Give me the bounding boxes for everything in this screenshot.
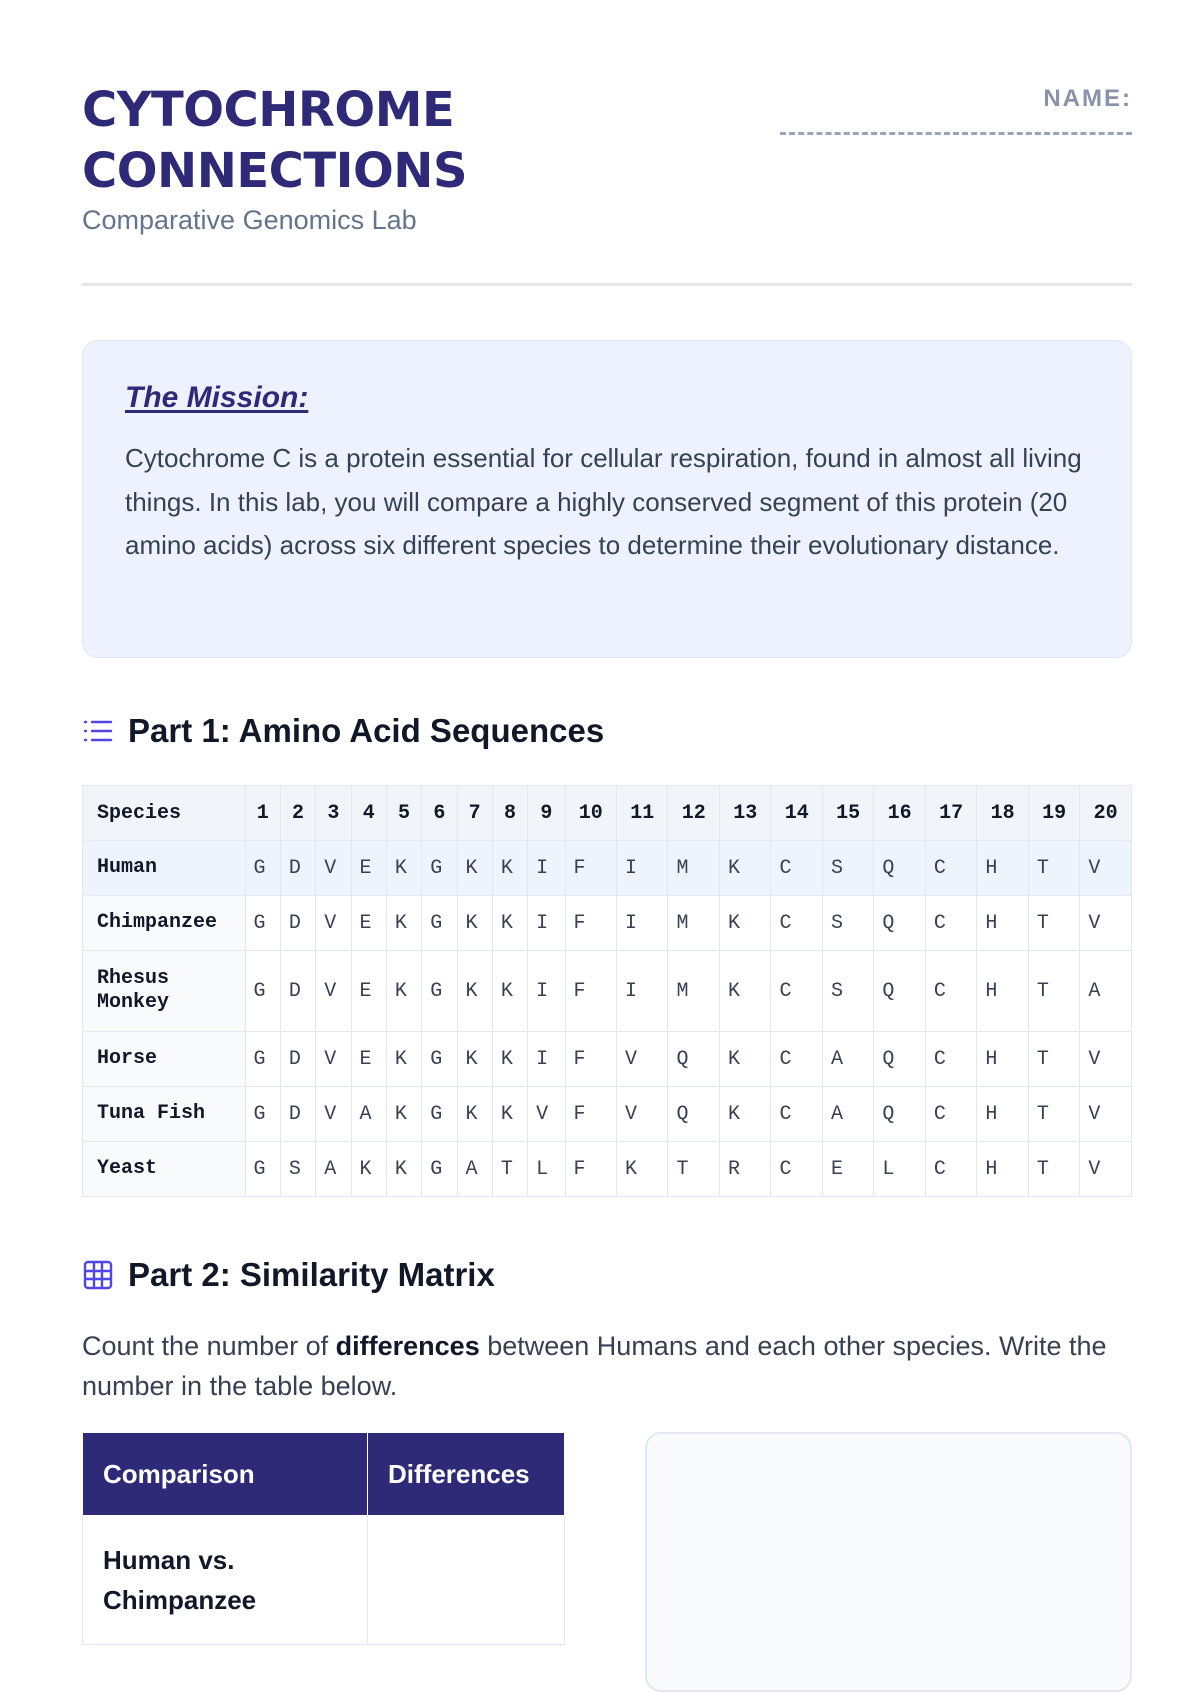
table-row	[83, 1087, 1132, 1142]
amino-acid-cell: K	[386, 951, 421, 1032]
amino-acid-cell: V	[316, 1032, 351, 1087]
table-row	[83, 1516, 565, 1645]
mission-body: Cytochrome C is a protein essential for cellular respiration, found in almost all living things. In this lab, you will compare a highly conserved segment of this protein (20 amino acids) across six different species to determine their evolutionary distance.	[125, 443, 1082, 560]
species-name: Human	[83, 841, 246, 896]
amino-acid-cell: C	[771, 1032, 822, 1087]
amino-acid-cell: Q	[874, 1032, 925, 1087]
amino-acid-cell: C	[771, 896, 822, 951]
part2-heading	[82, 1256, 495, 1294]
amino-acid-cell: C	[925, 841, 976, 896]
amino-acid-cell: K	[719, 1087, 770, 1142]
amino-acid-cell: R	[719, 1142, 770, 1197]
amino-acid-cell: K	[457, 1087, 492, 1142]
amino-acid-cell: K	[719, 841, 770, 896]
column-header-differences: Differences	[368, 1433, 565, 1516]
column-header-position: 8	[492, 786, 527, 841]
mission-box	[82, 340, 1132, 658]
table-row	[83, 841, 1132, 896]
amino-acid-cell: T	[1028, 1142, 1079, 1197]
amino-acid-cell: H	[977, 841, 1028, 896]
amino-acid-cell: T	[1028, 1087, 1079, 1142]
amino-acid-cell: C	[925, 1142, 976, 1197]
amino-acid-cell: V	[617, 1087, 668, 1142]
amino-acid-cell: C	[771, 1142, 822, 1197]
amino-acid-cell: Q	[668, 1032, 719, 1087]
amino-acid-cell: G	[245, 951, 280, 1032]
mission-heading: The Mission:	[125, 381, 309, 414]
amino-acid-cell: G	[245, 1087, 280, 1142]
amino-acid-cell: L	[528, 1142, 565, 1197]
amino-acid-cell: F	[565, 841, 616, 896]
amino-acid-cell: V	[1080, 896, 1132, 951]
amino-acid-cell: T	[492, 1142, 527, 1197]
amino-acid-cell: D	[280, 951, 315, 1032]
amino-acid-cell: F	[565, 1087, 616, 1142]
name-label: NAME:	[1043, 85, 1132, 112]
amino-acid-cell: T	[1028, 951, 1079, 1032]
amino-acid-cell: K	[386, 841, 421, 896]
amino-acid-cell: K	[386, 1142, 421, 1197]
amino-acid-cell: A	[316, 1142, 351, 1197]
amino-acid-cell: D	[280, 1032, 315, 1087]
amino-acid-cell: A	[457, 1142, 492, 1197]
amino-acid-cell: C	[925, 896, 976, 951]
amino-acid-cell: A	[351, 1087, 386, 1142]
amino-acid-cell: V	[316, 951, 351, 1032]
amino-acid-cell: G	[422, 841, 457, 896]
amino-acid-cell: G	[422, 1032, 457, 1087]
grid-icon	[82, 1259, 114, 1291]
amino-acid-cell: V	[316, 896, 351, 951]
amino-acid-cell: H	[977, 896, 1028, 951]
amino-acid-cell: E	[351, 896, 386, 951]
table-row	[83, 1142, 1132, 1197]
amino-acid-cell: M	[668, 896, 719, 951]
amino-acid-cell: G	[422, 1087, 457, 1142]
amino-acid-cell: K	[351, 1142, 386, 1197]
table-row	[83, 896, 1132, 951]
column-header-position: 3	[316, 786, 351, 841]
column-header-species: Species	[83, 786, 246, 841]
differences-table	[82, 1432, 565, 1645]
amino-acid-cell: K	[617, 1142, 668, 1197]
amino-acid-cell: I	[617, 896, 668, 951]
instructions-text-1: Count the number of	[82, 1331, 336, 1361]
amino-acid-cell: K	[386, 1087, 421, 1142]
column-header-position: 14	[771, 786, 822, 841]
amino-acid-cell: G	[422, 896, 457, 951]
column-header-position: 7	[457, 786, 492, 841]
amino-acid-cell: V	[1080, 841, 1132, 896]
amino-acid-cell: T	[668, 1142, 719, 1197]
column-header-position: 17	[925, 786, 976, 841]
amino-acid-cell: F	[565, 1032, 616, 1087]
amino-acid-cell: I	[528, 1032, 565, 1087]
amino-acid-cell: K	[457, 951, 492, 1032]
amino-acid-cell: F	[565, 1142, 616, 1197]
amino-acid-cell: K	[457, 1032, 492, 1087]
header	[82, 80, 1132, 285]
species-name: Horse	[83, 1032, 246, 1087]
amino-acid-cell: I	[528, 841, 565, 896]
column-header-position: 11	[617, 786, 668, 841]
header-divider	[82, 283, 1132, 286]
amino-acid-cell: C	[771, 841, 822, 896]
amino-acid-cell: K	[492, 1032, 527, 1087]
amino-acid-cell: H	[977, 1032, 1028, 1087]
amino-acid-cell: G	[422, 951, 457, 1032]
amino-acid-cell: V	[1080, 1142, 1132, 1197]
amino-acid-cell: K	[386, 1032, 421, 1087]
amino-acid-cell: H	[977, 1087, 1028, 1142]
column-header-position: 2	[280, 786, 315, 841]
amino-acid-cell: E	[351, 951, 386, 1032]
amino-acid-cell: G	[245, 841, 280, 896]
part2-title: Part 2: Similarity Matrix	[128, 1256, 495, 1293]
amino-acid-cell: Q	[874, 951, 925, 1032]
column-header-position: 5	[386, 786, 421, 841]
column-header-position: 16	[874, 786, 925, 841]
amino-acid-cell: G	[245, 1032, 280, 1087]
amino-acid-cell: G	[245, 896, 280, 951]
amino-acid-cell: I	[617, 951, 668, 1032]
column-header-position: 18	[977, 786, 1028, 841]
column-header-position: 19	[1028, 786, 1079, 841]
column-header-position: 13	[719, 786, 770, 841]
column-header-position: 20	[1080, 786, 1132, 841]
amino-acid-cell: V	[316, 841, 351, 896]
amino-acid-cell: E	[822, 1142, 873, 1197]
amino-acid-cell: C	[925, 1087, 976, 1142]
part1-title: Part 1: Amino Acid Sequences	[128, 712, 605, 749]
differences-answer-cell[interactable]	[368, 1516, 565, 1645]
amino-acid-cell: I	[528, 951, 565, 1032]
comparison-cell: Human vs. Chimpanzee	[83, 1516, 368, 1645]
amino-acid-cell: K	[719, 951, 770, 1032]
amino-acid-cell: S	[822, 841, 873, 896]
amino-acid-cell: Q	[874, 1087, 925, 1142]
amino-acid-cell: K	[492, 841, 527, 896]
amino-acid-cell: A	[1080, 951, 1132, 1032]
amino-acid-cell: Q	[668, 1087, 719, 1142]
amino-acid-cell: T	[1028, 841, 1079, 896]
amino-acid-cell: V	[1080, 1087, 1132, 1142]
species-name: Tuna Fish	[83, 1087, 246, 1142]
amino-acid-cell: Q	[874, 841, 925, 896]
amino-acid-cell: G	[422, 1142, 457, 1197]
column-header-position: 4	[351, 786, 386, 841]
amino-acid-cell: T	[1028, 1032, 1079, 1087]
amino-acid-cell: H	[977, 951, 1028, 1032]
page-subtitle: Comparative Genomics Lab	[82, 205, 417, 235]
amino-acid-cell: F	[565, 896, 616, 951]
amino-acid-cell: V	[316, 1087, 351, 1142]
list-icon	[82, 715, 114, 747]
amino-acid-cell: T	[1028, 896, 1079, 951]
amino-acid-cell: K	[719, 1032, 770, 1087]
part2-instructions	[82, 1326, 1132, 1406]
amino-acid-cell: A	[822, 1032, 873, 1087]
amino-acid-cell: S	[280, 1142, 315, 1197]
amino-acid-cell: D	[280, 841, 315, 896]
amino-acid-cell: K	[492, 1087, 527, 1142]
amino-acid-cell: E	[351, 841, 386, 896]
column-header-position: 9	[528, 786, 565, 841]
column-header-position: 10	[565, 786, 616, 841]
instructions-emphasis: differences	[335, 1331, 480, 1361]
amino-acid-cell: K	[492, 896, 527, 951]
amino-acid-cell: H	[977, 1142, 1028, 1197]
amino-acid-cell: G	[245, 1142, 280, 1197]
column-header-comparison: Comparison	[83, 1433, 368, 1516]
table-row	[83, 1032, 1132, 1087]
amino-acid-cell: I	[528, 896, 565, 951]
column-header-position: 1	[245, 786, 280, 841]
amino-acid-cell: K	[492, 951, 527, 1032]
amino-acid-cell: E	[351, 1032, 386, 1087]
part1-heading	[82, 712, 604, 750]
amino-acid-cell: S	[822, 896, 873, 951]
amino-acid-cell: Q	[874, 896, 925, 951]
species-name: Rhesus Monkey	[83, 951, 246, 1032]
species-name: Chimpanzee	[83, 896, 246, 951]
name-field[interactable]	[780, 132, 1132, 135]
sequence-table	[82, 785, 1132, 1197]
amino-acid-cell: D	[280, 1087, 315, 1142]
amino-acid-cell: A	[822, 1087, 873, 1142]
amino-acid-cell: V	[528, 1087, 565, 1142]
amino-acid-cell: S	[822, 951, 873, 1032]
column-header-position: 6	[422, 786, 457, 841]
amino-acid-cell: C	[925, 1032, 976, 1087]
amino-acid-cell: V	[617, 1032, 668, 1087]
species-name: Yeast	[83, 1142, 246, 1197]
amino-acid-cell: M	[668, 841, 719, 896]
column-header-position: 12	[668, 786, 719, 841]
amino-acid-cell: K	[457, 896, 492, 951]
amino-acid-cell: M	[668, 951, 719, 1032]
amino-acid-cell: C	[925, 951, 976, 1032]
column-header-position: 15	[822, 786, 873, 841]
amino-acid-cell: I	[617, 841, 668, 896]
instructions-text-2: between Humans and each other species. Write the number in the table below.	[82, 1331, 1107, 1401]
table-row	[83, 951, 1132, 1032]
amino-acid-cell: F	[565, 951, 616, 1032]
amino-acid-cell: V	[1080, 1032, 1132, 1087]
amino-acid-cell: C	[771, 1087, 822, 1142]
amino-acid-cell: K	[386, 896, 421, 951]
amino-acid-cell: C	[771, 951, 822, 1032]
amino-acid-cell: L	[874, 1142, 925, 1197]
amino-acid-cell: D	[280, 896, 315, 951]
answer-box[interactable]	[645, 1432, 1132, 1692]
amino-acid-cell: K	[457, 841, 492, 896]
amino-acid-cell: K	[719, 896, 770, 951]
page-title: CYTOCHROME CONNECTIONS	[82, 82, 468, 199]
